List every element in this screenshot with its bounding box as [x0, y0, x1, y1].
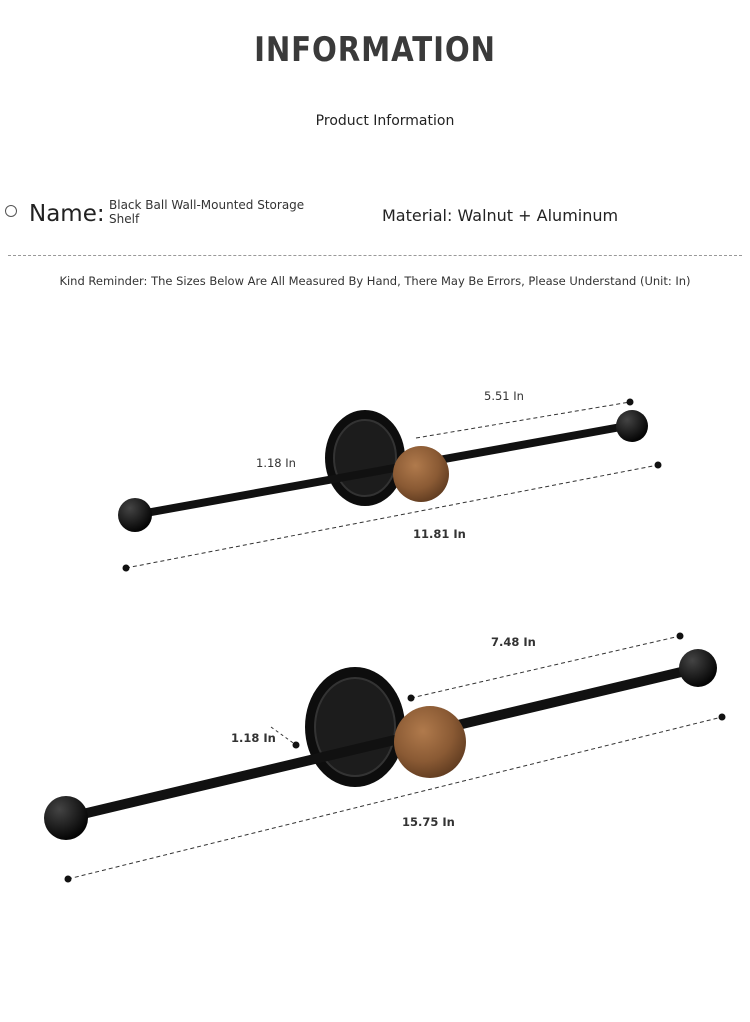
page-title: INFORMATION — [254, 30, 496, 70]
name-value: Black Ball Wall-Mounted Storage Shelf — [109, 198, 305, 226]
end-ball-left — [44, 796, 88, 840]
product-2-shelf — [44, 633, 726, 883]
section-subtitle: Product Information — [315, 113, 455, 129]
product-1-shelf — [118, 389, 662, 572]
end-ball-right — [616, 410, 648, 442]
walnut-ball — [393, 446, 449, 502]
dim-bar-height: 1.18 In — [256, 456, 296, 470]
dim-total-length: 11.81 In — [413, 527, 466, 541]
dim-half-length: 7.48 In — [491, 635, 536, 649]
kind-reminder: Kind Reminder: The Sizes Below Are All Measured By Hand, There May Be Errors, Please Understand (Unit: In) — [59, 274, 691, 288]
dim-total-length: 15.75 In — [402, 815, 455, 829]
dim-bar-height: 1.18 In — [231, 731, 276, 745]
end-ball-left — [118, 498, 152, 532]
dim-half-length: 5.51 In — [484, 389, 524, 403]
walnut-ball — [394, 706, 466, 778]
end-ball-right — [679, 649, 717, 687]
material-info: Material: Walnut + Aluminum — [382, 206, 619, 225]
name-label: Name: — [29, 201, 105, 227]
